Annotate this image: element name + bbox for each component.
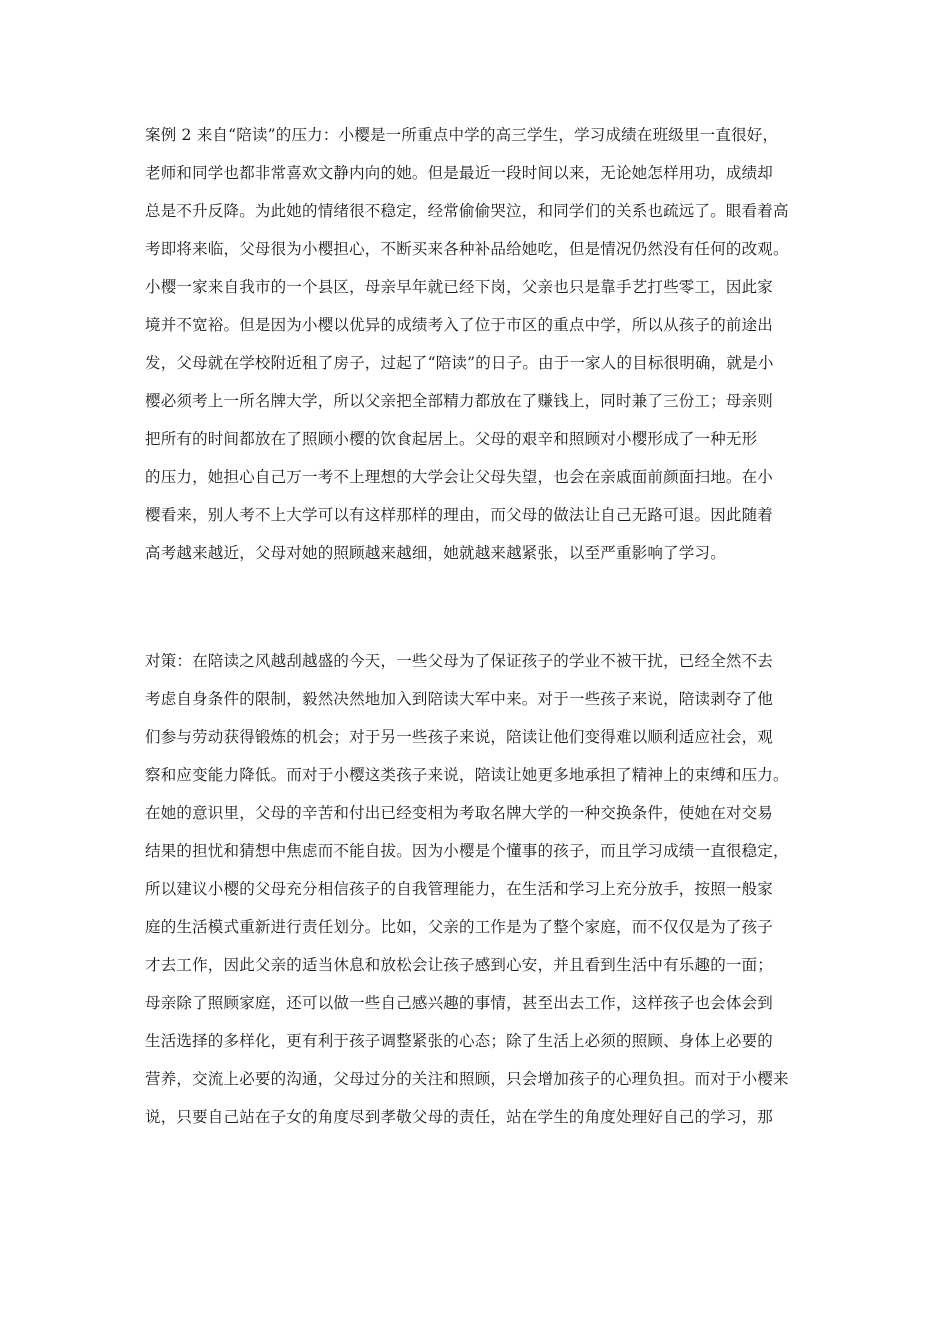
text-line: 樱必须考上一所名牌大学，所以父亲把全部精力都放在了赚钱上，同时兼了三份工；母亲则 — [145, 392, 774, 410]
text-line: 把所有的时间都放在了照顾小樱的饮食起居上。父母的艰辛和照顾对小樱形成了一种无形 — [145, 430, 758, 448]
text-line: 考即将来临，父母很为小樱担心，不断买来各种补品给她吃，但是情况仍然没有任何的改观。 — [145, 240, 789, 258]
text-line: 的压力，她担心自己万一考不上理想的大学会让父母失望，也会在亲戚面前颜面扫地。在小 — [145, 468, 774, 486]
text-line: 营养，交流上必要的沟通，父母过分的关注和照顾，只会增加孩子的心理负担。而对于小樱来 — [145, 1070, 789, 1088]
text-line: 发，父母就在学校附近租了房子，过起了“陪读”的日子。由于一家人的目标很明确，就是小 — [145, 354, 774, 372]
text-line: 樱看来，别人考不上大学可以有这样那样的理由，而父母的做法让自己无路可退。因此随着 — [145, 506, 774, 524]
text-line: 们参与劳动获得锻炼的机会；对于另一些孩子来说，陪读让他们变得难以顺利适应社会，观 — [145, 728, 774, 746]
text-line: 才去工作，因此父亲的适当休息和放松会让孩子感到心安，并且看到生活中有乐趣的一面； — [145, 956, 774, 974]
text-line: 老师和同学也都非常喜欢文静内向的她。但是最近一段时间以来，无论她怎样用功，成绩却 — [145, 164, 774, 182]
text-line: 境并不宽裕。但是因为小樱以优异的成绩考入了位于市区的重点中学，所以从孩子的前途出 — [145, 316, 774, 334]
text-line: 结果的担忧和猜想中焦虑而不能自拔。因为小樱是个懂事的孩子，而且学习成绩一直很稳定， — [145, 842, 789, 860]
text-line: 高考越来越近，父母对她的照顾越来越细，她就越来越紧张，以至严重影响了学习。 — [145, 544, 726, 562]
text-line: 小樱一家来自我市的一个县区，母亲早年就已经下岗，父亲也只是靠手艺打些零工，因此家 — [145, 278, 774, 296]
text-line: 所以建议小樱的父母充分相信孩子的自我管理能力，在生活和学习上充分放手，按照一般家 — [145, 880, 774, 898]
strategy-paragraph — [145, 642, 825, 1136]
text-line: 在她的意识里，父母的辛苦和付出已经变相为考取名牌大学的一种交换条件，使她在对交易 — [145, 804, 774, 822]
text-line: 庭的生活模式重新进行责任划分。比如，父亲的工作是为了整个家庭，而不仅仅是为了孩子 — [145, 918, 774, 936]
text-line: 母亲除了照顾家庭，还可以做一些自己感兴趣的事情，甚至出去工作，这样孩子也会体会到 — [145, 994, 774, 1012]
text-line: 总是不升反降。为此她的情绪很不稳定，经常偷偷哭泣，和同学们的关系也疏远了。眼看着高 — [145, 202, 789, 220]
text-line: 对策：在陪读之风越刮越盛的今天，一些父母为了保证孩子的学业不被干扰，已经全然不去 — [145, 652, 774, 670]
text-line: 考虑自身条件的限制，毅然决然地加入到陪读大军中来。对于一些孩子来说，陪读剥夺了他 — [145, 690, 774, 708]
text-line: 说，只要自己站在子女的角度尽到孝敬父母的责任，站在学生的角度处理好自己的学习，那 — [145, 1108, 774, 1126]
text-line: 案例 2 来自“陪读”的压力：小樱是一所重点中学的高三学生，学习成绩在班级里一直很好， — [145, 126, 779, 144]
text-line: 察和应变能力降低。而对于小樱这类孩子来说，陪读让她更多地承担了精神上的束缚和压力。 — [145, 766, 789, 784]
case-paragraph — [145, 116, 825, 572]
text-line: 生活选择的多样化，更有利于孩子调整紧张的心态；除了生活上必须的照顾、身体上必要的 — [145, 1032, 774, 1050]
